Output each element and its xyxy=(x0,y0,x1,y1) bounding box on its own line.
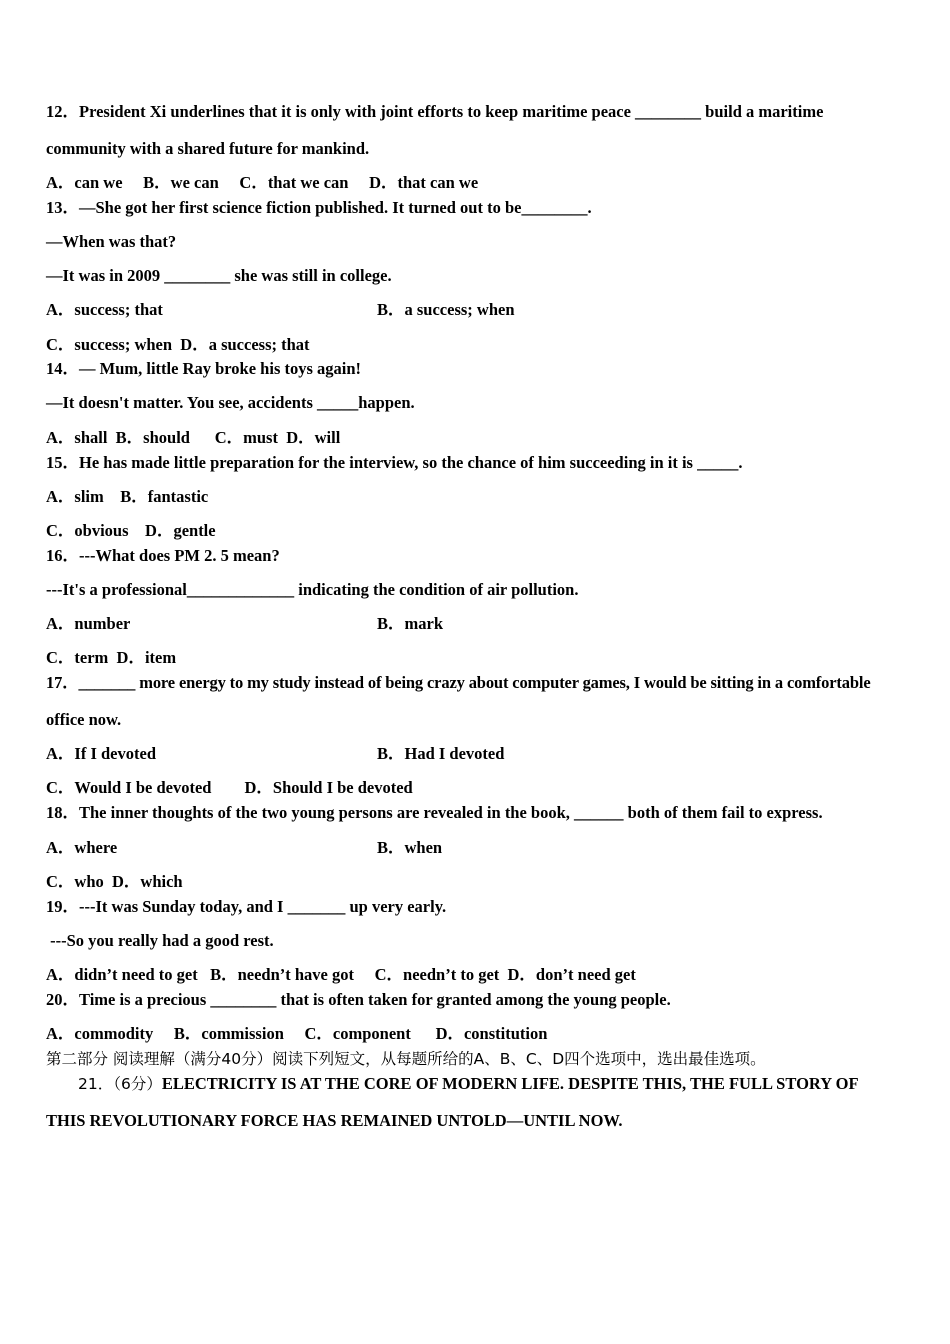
q13-options-cd: C．success; when D．a success; that xyxy=(46,335,310,354)
q20-options: A．commodity B．commission C．component D．constitution xyxy=(46,1024,548,1043)
q16-option-b: B．mark xyxy=(377,614,443,633)
q12-options: A．can we B．we can C．that we can D．that can we xyxy=(46,173,479,192)
q15-stem: 15．He has made little preparation for the interview, so the chance of him succeeding in it is _____. xyxy=(46,453,743,472)
q13-option-b: B．a success; when xyxy=(377,300,515,319)
q12-stem-line2: community with a shared future for mankind. xyxy=(46,139,370,158)
q14-options: A．shall B．should C．must D．will xyxy=(46,428,341,447)
q21-line1 xyxy=(78,1074,859,1094)
q19-stem: 19．---It was Sunday today, and I _______ up very early. xyxy=(46,897,447,916)
q14-stem: 14．— Mum, little Ray broke his toys again! xyxy=(46,359,362,378)
q13-dialog-line2: —When was that? xyxy=(46,232,177,251)
q14-dialog-line2: —It doesn't matter. You see, accidents _____happen. xyxy=(46,393,415,412)
q16-option-a: A．number xyxy=(46,614,131,633)
q17-stem-line2: office now. xyxy=(46,710,122,729)
q17-option-a: A．If I devoted xyxy=(46,744,156,763)
q20-stem: 20．Time is a precious ________ that is often taken for granted among the young people. xyxy=(46,990,671,1009)
q17-option-b: B．Had I devoted xyxy=(377,744,505,763)
q18-option-a: A．where xyxy=(46,838,118,857)
q18-options-cd: C．who D．which xyxy=(46,872,183,891)
q17-stem-line1: 17．_______ more energy to my study instead of being crazy about computer games, I would be sitting in a comfortable xyxy=(46,673,871,692)
q13-stem: 13．—She got her first science fiction published. It turned out to be________. xyxy=(46,198,592,217)
q15-options-cd: C．obvious D．gentle xyxy=(46,521,216,540)
q21-title-line2: THIS REVOLUTIONARY FORCE HAS REMAINED UNTOLD—UNTIL NOW. xyxy=(46,1111,623,1130)
q16-dialog-line2: ---It's a professional_____________ indicating the condition of air pollution. xyxy=(46,580,579,599)
q16-options-cd: C．term D．item xyxy=(46,648,177,667)
part2-heading: 第二部分 阅读理解（满分40分）阅读下列短文，从每题所给的A、B、C、D四个选项中，选出最佳选项。 xyxy=(46,1050,766,1068)
q13-dialog-line3: —It was in 2009 ________ she was still in college. xyxy=(46,266,392,285)
q15-options-ab: A．slim B．fantastic xyxy=(46,487,209,506)
q18-option-b: B．when xyxy=(377,838,443,857)
q16-stem: 16．---What does PM 2. 5 mean? xyxy=(46,546,280,565)
q17-options-cd: C．Would I be devoted D．Should I be devoted xyxy=(46,778,413,797)
q12-stem-line1: 12．President Xi underlines that it is only with joint efforts to keep maritime peace ________ build a maritime xyxy=(46,102,824,121)
q19-dialog-line2: ---So you really had a good rest. xyxy=(46,931,274,950)
q18-stem: 18．The inner thoughts of the two young persons are revealed in the book, ______ both of them fail to express. xyxy=(46,803,823,822)
q19-options: A．didn’t need to get B．needn’t have got C．needn’t to get D．don’t need get xyxy=(46,965,636,984)
q13-option-a: A．success; that xyxy=(46,300,163,319)
q21-prefix: 21．（6分） xyxy=(78,1075,162,1093)
q21-title-line1: ELECTRICITY IS AT THE CORE OF MODERN LIFE. DESPITE THIS, THE FULL STORY OF xyxy=(161,1074,859,1093)
